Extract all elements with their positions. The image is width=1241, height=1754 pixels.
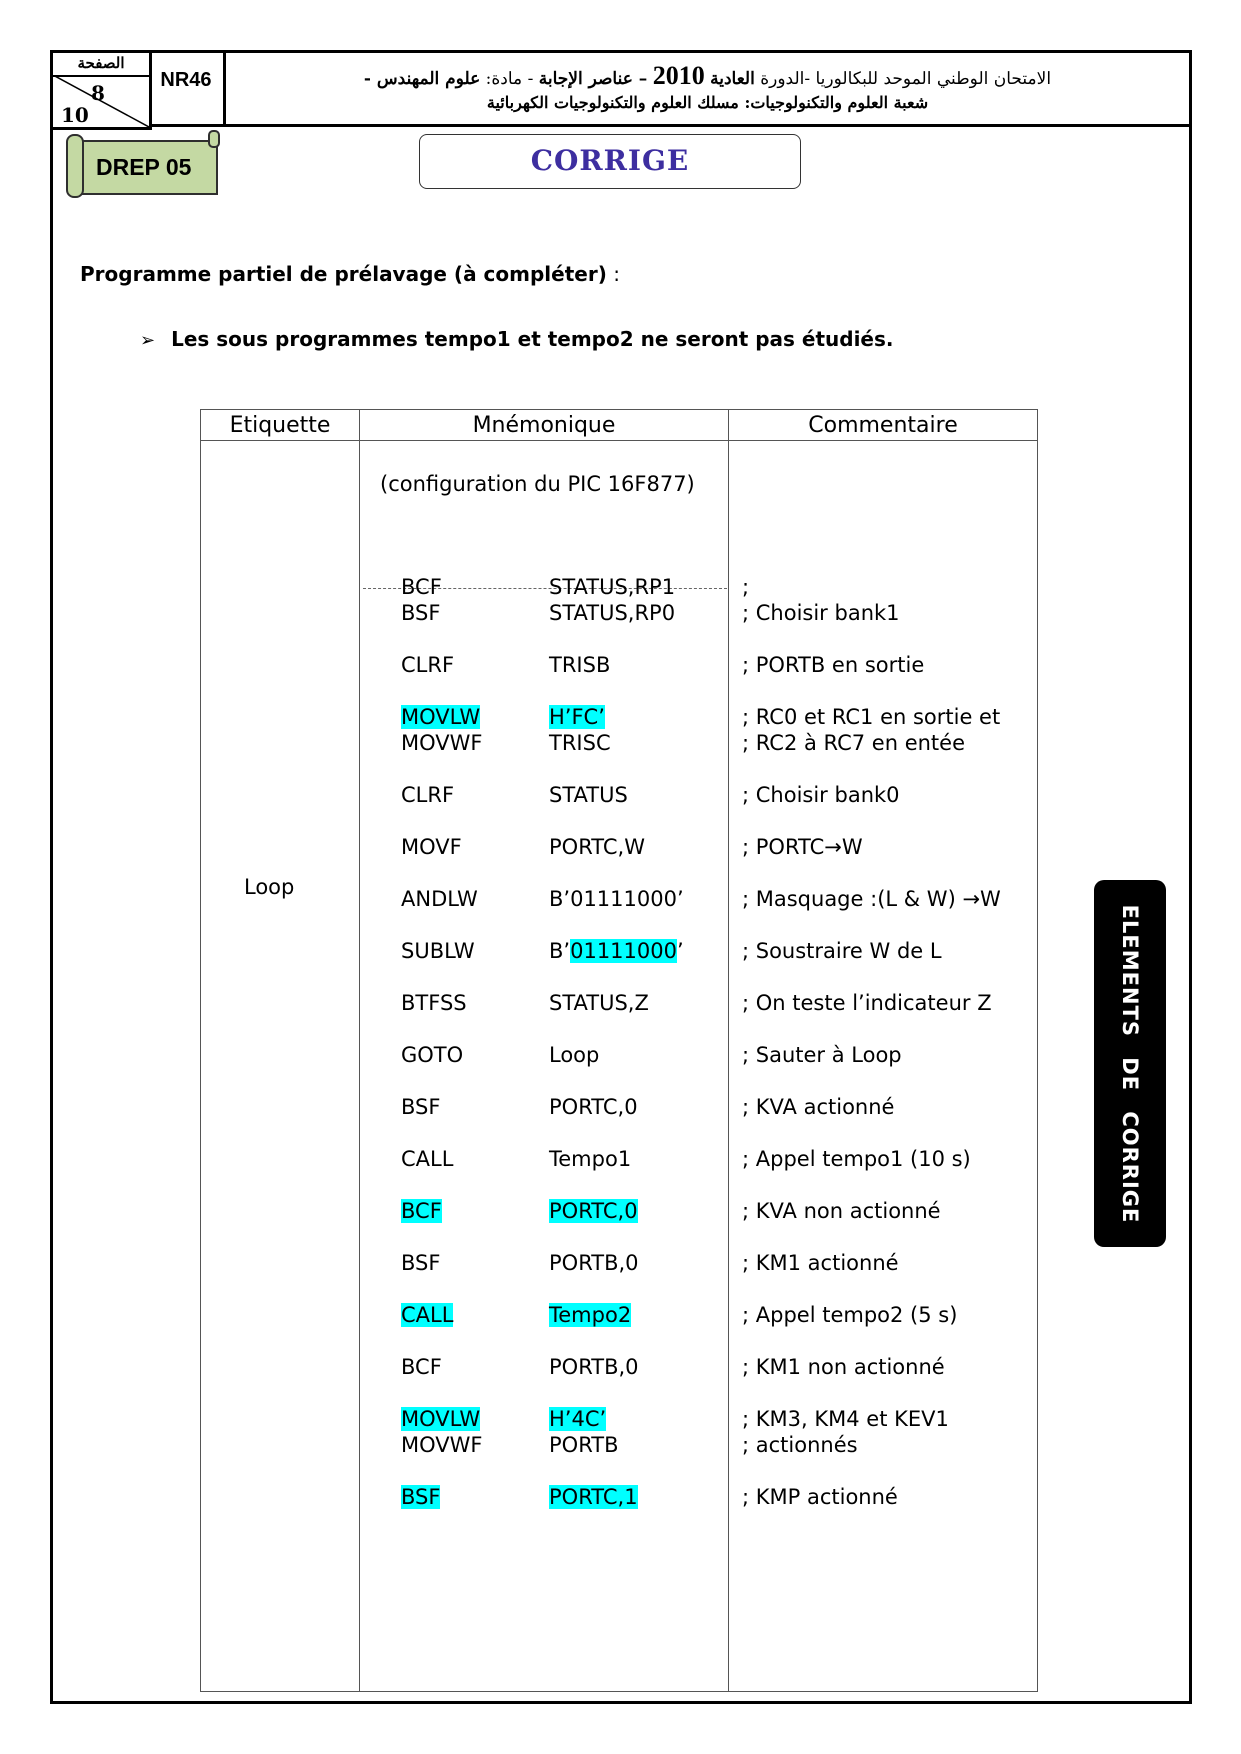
instruction-operand: PORTB,0 [549,1251,639,1275]
instruction-operand: B’01111000’ [549,887,684,911]
instruction-opcode: BTFSS [401,991,467,1015]
arrow-bullet-icon: ➢ [140,330,156,351]
instruction-opcode: ANDLW [401,887,478,911]
instruction-comment: ; Masquage :(L & W) →W [742,887,1001,911]
instruction-opcode: BCF [401,575,442,599]
header-mnemonique: Mnémonique [360,410,729,441]
instruction-opcode: GOTO [401,1043,464,1067]
instruction-operand: Loop [549,1043,600,1067]
instruction-comment: ; KM1 actionné [742,1251,899,1275]
instruction-comment: ; Appel tempo2 (5 s) [742,1303,958,1327]
title-answer-elements: – عناصر الإجابة [538,69,648,89]
instruction-comment: ; [742,575,750,599]
page-label: الصفحة [53,53,149,77]
side-tab [1094,880,1166,1247]
instruction-opcode: CLRF [401,783,455,807]
instruction-comment: ; On teste l’indicateur Z [742,991,992,1015]
instruction-comment: ; KM3, KM4 et KEV1 [742,1407,949,1431]
program-table [200,409,1038,1692]
page-total: 10 [61,103,89,127]
instruction-operand [549,939,684,963]
instruction-opcode: CALL [401,1147,454,1171]
instruction-opcode: BSF [401,601,441,625]
instruction-comment: ; RC2 à RC7 en entée [742,731,965,755]
instruction-comment: ; PORTB en sortie [742,653,925,677]
instruction-comment: ; Appel tempo1 (10 s) [742,1147,971,1171]
corrige-banner: CORRIGE [419,134,801,189]
operand-suffix: ’ [676,939,684,963]
loop-label: Loop [244,875,295,899]
instruction-operand: PORTC,0 [549,1199,638,1223]
instruction-opcode: BSF [401,1251,441,1275]
drep-scroll-label [72,140,218,195]
intro-text: Programme partiel de prélavage (à compléter) [80,262,607,286]
instruction-operand: STATUS,RP1 [549,575,676,599]
exam-title [226,53,1189,127]
instruction-opcode: MOVWF [401,1433,483,1457]
instruction-opcode: BCF [401,1199,442,1223]
config-text: (configuration du PIC 16F877) [380,472,695,496]
instruction-opcode: SUBLW [401,939,475,963]
page-number: 8 [91,81,105,105]
side-tab-text: ELEMENTS DE CORRIGE [1118,904,1142,1223]
instruction-opcode: MOVWF [401,731,483,755]
instruction-operand: TRISB [549,653,611,677]
header-commentaire: Commentaire [729,410,1038,441]
instruction-operand: STATUS,Z [549,991,649,1015]
instruction-comment: ; PORTC→W [742,835,863,859]
instruction-opcode: BSF [401,1485,441,1509]
exam-title-line1 [226,61,1189,91]
title-session: الامتحان الوطني الموحد للبكالوريا -الدورة [760,69,1052,89]
instruction-operand: STATUS,RP0 [549,601,676,625]
title-normal: العادية [710,69,755,89]
instruction-comment: ; Choisir bank1 [742,601,900,625]
exam-code: NR46 [149,53,226,127]
etiquette-column [201,441,360,1692]
instruction-opcode: BCF [401,1355,442,1379]
instruction-operand: PORTC,W [549,835,645,859]
note-bullet [140,327,894,351]
instruction-opcode: BSF [401,1095,441,1119]
instruction-comment: ; KVA actionné [742,1095,895,1119]
intro-colon: : [606,262,620,286]
instruction-comment: ; Soustraire W de L [742,939,942,963]
instruction-operand: PORTB,0 [549,1355,639,1379]
exam-title-line2: شعبة العلوم والتكنولوجيات: مسلك العلوم والتكنولوجيات الكهربائية [486,93,929,112]
instruction-operand: PORTC,1 [549,1485,638,1509]
instruction-operand: Tempo1 [549,1147,632,1171]
title-year: 2010 [652,61,705,90]
instruction-operand: PORTB [549,1433,619,1457]
instruction-opcode: MOVLW [401,1407,481,1431]
header-etiquette: Etiquette [201,410,360,441]
instruction-operand: Tempo2 [549,1303,632,1327]
instruction-opcode: CALL [401,1303,454,1327]
instruction-comment: ; RC0 et RC1 en sortie et [742,705,1001,729]
instruction-comment: ; Choisir bank0 [742,783,900,807]
intro-heading [80,262,620,286]
title-subject-label: - مادة: [485,69,534,89]
instruction-opcode: MOVF [401,835,462,859]
instruction-opcode: MOVLW [401,705,481,729]
instruction-comment: ; KMP actionné [742,1485,898,1509]
instruction-operand: H’FC’ [549,705,605,729]
instruction-opcode: CLRF [401,653,455,677]
operand-highlight: 01111000 [570,939,677,963]
title-subject: علوم المهندس - [363,69,481,89]
commentaire-column [729,441,1038,1692]
instruction-operand: PORTC,0 [549,1095,638,1119]
instruction-comment: ; Sauter à Loop [742,1043,902,1067]
instruction-comment: ; KVA non actionné [742,1199,941,1223]
drep-text: DREP 05 [96,154,192,180]
instruction-comment: ; KM1 non actionné [742,1355,945,1379]
page-number-box [53,53,152,130]
operand-prefix: B’ [549,939,571,963]
instruction-operand: H’4C’ [549,1407,607,1431]
note-text: Les sous programmes tempo1 et tempo2 ne seront pas étudiés. [171,327,894,351]
mnemonique-column [360,441,729,1692]
instruction-operand: TRISC [549,731,611,755]
instruction-comment: ; actionnés [742,1433,858,1457]
instruction-operand: STATUS [549,783,628,807]
